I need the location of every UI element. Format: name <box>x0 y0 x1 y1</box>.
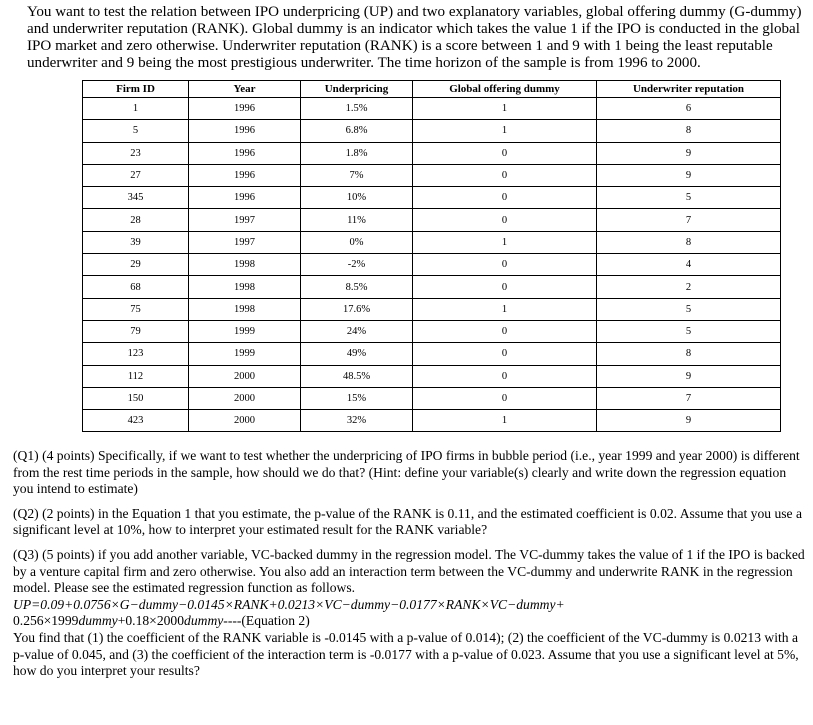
table-row <box>83 254 781 276</box>
cell-underpricing: 32% <box>301 410 413 432</box>
table-row <box>83 164 781 186</box>
cell-global-dummy: 0 <box>413 187 597 209</box>
table-row <box>83 187 781 209</box>
cell-firm-id: 1 <box>83 98 189 120</box>
eq-term-1999: 0.256×1999 <box>13 613 79 629</box>
cell-firm-id: 23 <box>83 142 189 164</box>
cell-underwriter-reputation: 5 <box>597 298 781 320</box>
header-year: Year <box>189 81 301 98</box>
table-header-row <box>83 81 781 98</box>
cell-underwriter-reputation: 6 <box>597 98 781 120</box>
cell-underpricing: 1.8% <box>301 142 413 164</box>
cell-underpricing: -2% <box>301 254 413 276</box>
cell-firm-id: 123 <box>83 343 189 365</box>
cell-global-dummy: 1 <box>413 298 597 320</box>
cell-year: 1996 <box>189 98 301 120</box>
cell-year: 2000 <box>189 365 301 387</box>
cell-underwriter-reputation: 8 <box>597 120 781 142</box>
table-row <box>83 98 781 120</box>
cell-firm-id: 39 <box>83 231 189 253</box>
table-row <box>83 320 781 342</box>
cell-underpricing: 1.5% <box>301 98 413 120</box>
cell-year: 1996 <box>189 120 301 142</box>
cell-year: 1999 <box>189 320 301 342</box>
table-row <box>83 209 781 231</box>
cell-year: 1998 <box>189 276 301 298</box>
cell-global-dummy: 0 <box>413 276 597 298</box>
questions-section <box>13 448 808 680</box>
table-row <box>83 142 781 164</box>
cell-underwriter-reputation: 9 <box>597 365 781 387</box>
cell-underwriter-reputation: 9 <box>597 142 781 164</box>
cell-underpricing: 11% <box>301 209 413 231</box>
cell-global-dummy: 1 <box>413 231 597 253</box>
cell-underpricing: 24% <box>301 320 413 342</box>
table-row <box>83 231 781 253</box>
eq-term-2000: +0.18×2000 <box>117 613 185 629</box>
cell-underwriter-reputation: 8 <box>597 343 781 365</box>
header-underpricing: Underpricing <box>301 81 413 98</box>
cell-firm-id: 5 <box>83 120 189 142</box>
cell-firm-id: 27 <box>83 164 189 186</box>
cell-global-dummy: 0 <box>413 164 597 186</box>
table-row <box>83 298 781 320</box>
cell-firm-id: 29 <box>83 254 189 276</box>
cell-year: 1998 <box>189 254 301 276</box>
cell-global-dummy: 1 <box>413 410 597 432</box>
table-row <box>83 343 781 365</box>
table-row <box>83 365 781 387</box>
intro-paragraph: You want to test the relation between IPO underpricing (UP) and two explanatory variables, global offering dummy (G-dummy) and underwriter reputation (RANK). Global dummy is an indicator which takes the value 1 if the IPO is conducted in the global IPO market and zero otherwise. Underwriter reputation (RANK) is a score between 1 and 9 with 1 being the least reputable underwriter and 9 being the most prestigious underwriter. The time horizon of the sample is from 1996 to 2000. <box>27 4 802 71</box>
cell-global-dummy: 1 <box>413 98 597 120</box>
header-underwriter-reputation: Underwriter reputation <box>597 81 781 98</box>
header-global-offering-dummy: Global offering dummy <box>413 81 597 98</box>
cell-global-dummy: 0 <box>413 343 597 365</box>
cell-underwriter-reputation: 2 <box>597 276 781 298</box>
cell-firm-id: 423 <box>83 410 189 432</box>
cell-year: 2000 <box>189 410 301 432</box>
regression-equation-line-2 <box>13 613 808 630</box>
cell-underwriter-reputation: 7 <box>597 209 781 231</box>
cell-underpricing: 48.5% <box>301 365 413 387</box>
cell-underpricing: 8.5% <box>301 276 413 298</box>
table-row <box>83 276 781 298</box>
question-2: (Q2) (2 points) in the Equation 1 that you estimate, the p-value of the RANK is 0.11, and the estimated coefficient is 0.02. Assume that you use a significant level at 10%, how to interpret your estimated result for the RANK variable? <box>13 505 803 538</box>
cell-global-dummy: 0 <box>413 387 597 409</box>
cell-underpricing: 17.6% <box>301 298 413 320</box>
header-firm-id: Firm ID <box>83 81 189 98</box>
cell-firm-id: 75 <box>83 298 189 320</box>
question-3-intro: (Q3) (5 points) if you add another variable, VC-backed dummy in the regression model. The VC-dummy takes the value of 1 if the IPO is backed by a venture capital firm and zero otherwise. You also add an interaction term between the VC-dummy and underwrite RANK in the regression model. Please see the estimated regression function as follows. <box>13 546 805 596</box>
ipo-data-table <box>82 80 781 432</box>
question-3-findings: You find that (1) the coefficient of the RANK variable is -0.0145 with a p-value of 0.014); (2) the coefficient of the VC-dummy is 0.0213 with a p-value of 0.045, and (3) the coefficient of the interaction term is -0.0177 with a p-value of 0.023. Assume that you use a significant level at 5%, how do you interpret your results? <box>13 629 799 679</box>
cell-underpricing: 7% <box>301 164 413 186</box>
question-1: (Q1) (4 points) Specifically, if we want to test whether the underpricing of IPO firms in bubble period (i.e., year 1999 and year 2000) is different from the rest time periods in the sample, how should we do that? (Hint: define your variable(s) clearly and write down the regression equation you intend to estimate) <box>13 448 800 497</box>
cell-underwriter-reputation: 5 <box>597 320 781 342</box>
cell-firm-id: 112 <box>83 365 189 387</box>
cell-underwriter-reputation: 9 <box>597 164 781 186</box>
cell-global-dummy: 0 <box>413 320 597 342</box>
cell-underpricing: 10% <box>301 187 413 209</box>
cell-firm-id: 28 <box>83 209 189 231</box>
cell-year: 1996 <box>189 187 301 209</box>
cell-firm-id: 150 <box>83 387 189 409</box>
eq-term-1999-dummy: dummy <box>78 613 118 629</box>
table-row <box>83 387 781 409</box>
cell-underpricing: 49% <box>301 343 413 365</box>
cell-year: 1997 <box>189 209 301 231</box>
cell-year: 1998 <box>189 298 301 320</box>
table-row <box>83 410 781 432</box>
cell-underwriter-reputation: 5 <box>597 187 781 209</box>
cell-underwriter-reputation: 9 <box>597 410 781 432</box>
cell-year: 1997 <box>189 231 301 253</box>
cell-global-dummy: 0 <box>413 209 597 231</box>
table-body <box>83 98 781 432</box>
cell-global-dummy: 1 <box>413 120 597 142</box>
cell-underwriter-reputation: 8 <box>597 231 781 253</box>
cell-global-dummy: 0 <box>413 365 597 387</box>
cell-global-dummy: 0 <box>413 254 597 276</box>
cell-firm-id: 68 <box>83 276 189 298</box>
cell-underpricing: 6.8% <box>301 120 413 142</box>
cell-underwriter-reputation: 4 <box>597 254 781 276</box>
cell-global-dummy: 0 <box>413 142 597 164</box>
cell-firm-id: 345 <box>83 187 189 209</box>
cell-year: 2000 <box>189 387 301 409</box>
cell-underwriter-reputation: 7 <box>597 387 781 409</box>
table-row <box>83 120 781 142</box>
cell-year: 1999 <box>189 343 301 365</box>
cell-underpricing: 0% <box>301 231 413 253</box>
cell-underpricing: 15% <box>301 387 413 409</box>
eq-label: ----(Equation 2) <box>223 613 310 629</box>
cell-year: 1996 <box>189 142 301 164</box>
regression-equation-line-1: UP=0.09+0.0756×G−dummy−0.0145×RANK+0.0213×VC−dummy−0.0177×RANK×VC−dummy+ <box>13 596 565 612</box>
cell-year: 1996 <box>189 164 301 186</box>
eq-term-2000-dummy: dummy <box>184 613 224 629</box>
question-3 <box>13 547 808 680</box>
cell-firm-id: 79 <box>83 320 189 342</box>
